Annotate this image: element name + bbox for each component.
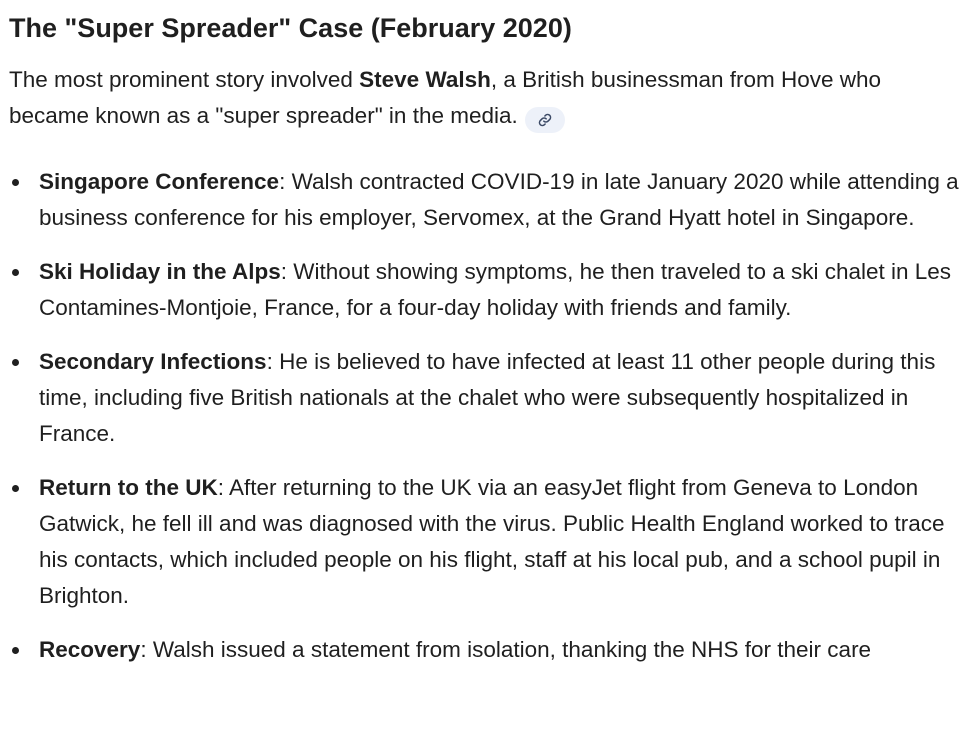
list-item	[9, 164, 959, 236]
response-content	[9, 0, 959, 686]
list-item-label: Singapore Conference	[39, 169, 280, 194]
source-link-button[interactable]	[525, 107, 565, 133]
list-item-text: : After returning to the UK via an easyJet flight from Geneva to London Gatwick, he fell ill and was diagnosed with the virus. Public Health England worked to trace his contacts, which included people on his flight, staff at his local pub, and a school pupil in Brighton.	[39, 475, 945, 608]
bullet-dot	[12, 179, 19, 186]
bullet-list	[9, 164, 959, 668]
list-item	[9, 632, 959, 668]
intro-name: Steve Walsh	[359, 67, 491, 92]
list-item-text: : Walsh contracted COVID-19 in late January 2020 while attending a business conference for his employer, Servomex, at the Grand Hyatt hotel in Singapore.	[39, 169, 959, 230]
intro-suffix: , a British businessman from Hove who became known as a "super spreader" in the media.	[9, 67, 882, 128]
list-item	[9, 254, 959, 326]
list-item-text: : Walsh issued a statement from isolation, thanking the NHS for their care	[140, 637, 872, 662]
intro-paragraph	[9, 62, 959, 134]
list-item	[9, 344, 959, 452]
bullet-dot	[12, 269, 19, 276]
section-heading: The "Super Spreader" Case (February 2020)	[9, 13, 572, 43]
bullet-dot	[12, 359, 19, 366]
list-item-text: : Without showing symptoms, he then traveled to a ski chalet in Les Contamines-Montjoie, France, for a four-day holiday with friends and family.	[39, 259, 952, 320]
list-item-label: Ski Holiday in the Alps	[39, 259, 281, 284]
bullet-dot	[12, 647, 19, 654]
intro-prefix: The most prominent story involved	[9, 67, 360, 92]
link-icon	[538, 113, 552, 127]
list-item	[9, 470, 959, 614]
list-item-label: Secondary Infections	[39, 349, 267, 374]
list-item-label: Return to the UK	[39, 475, 218, 500]
list-item-label: Recovery	[39, 637, 141, 662]
bullet-dot	[12, 485, 19, 492]
list-item-text: : He is believed to have infected at least 11 other people during this time, including five British nationals at the chalet who were subsequently hospitalized in France.	[39, 349, 936, 446]
